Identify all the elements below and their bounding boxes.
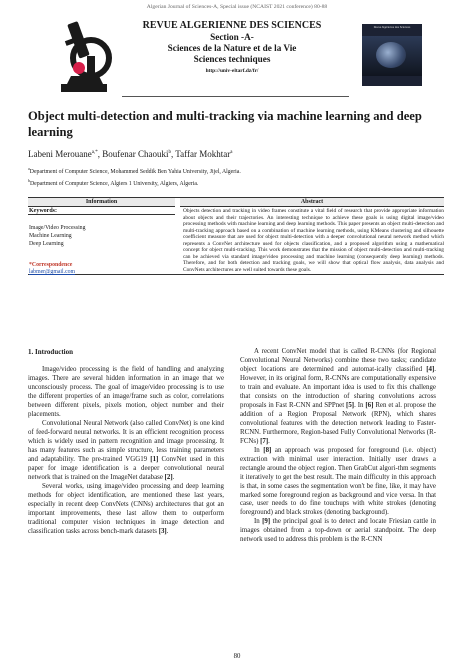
text-run: . [268, 437, 270, 445]
correspondence-label: *Correspondence [29, 262, 73, 268]
journal-subtitle-1: Sciences de la Nature et de la Vie [167, 43, 297, 54]
cover-art [376, 42, 406, 68]
keyword-item: Deep Learning [29, 240, 64, 247]
keywords-label: Keywords: [28, 207, 175, 215]
citation-link[interactable]: [7] [260, 437, 269, 445]
paragraph [240, 348, 436, 447]
cover-title: Revue Algérienne des Sciences [373, 26, 411, 29]
correspondence-block [29, 262, 75, 276]
text-run: Several works, using image/video processing and deep learning methods for object identification, are mentioned these last years, especially in recent deep ConvNets (CNNs) architectures that got an important improvements, these last allow them to outperform traditional computer vision techniques in image detection and classification tasks across bench-mark datasets [28, 482, 224, 535]
citation-link[interactable]: [8] [263, 446, 272, 454]
author-sup: b [168, 150, 171, 155]
journal-cover-image [362, 24, 422, 86]
text-run: A recent ConvNet model that is called R-CNNs (for Regional Convolutional Neural Networks) combine these two tasks; candidate object locations are determined and automat-ically classified [240, 348, 436, 373]
keyword-item: Image/Video Processing [29, 225, 86, 231]
paragraph [28, 420, 224, 483]
author-name: Labeni Merouane [28, 149, 92, 159]
body-column-left [28, 348, 224, 537]
section-heading: 1. Introduction [28, 348, 73, 356]
text-run: Convolutional Neural Network (also called ConvNet) is one kind of feed-forward neural networks. It is an efficient recognition process which is widely used in pattern recognition and image processing. It has many features such as simple structure, less training parameters and adaptability. The pre-trained VGG19 [28, 419, 224, 463]
text-run: . [172, 473, 175, 481]
journal-title: REVUE ALGERIENNE DES SCIENCES [142, 20, 322, 31]
author-sup: a [230, 150, 233, 155]
citation-link[interactable]: [5] [346, 401, 355, 409]
running-head: Algerian Journal of Sciences-A, Special issue (NCAIST 2021 conference) 80-88 [146, 4, 328, 10]
paper-title: Object multi-detection and multi-tracking via machine learning and deep learning [28, 109, 422, 140]
body-column-right [240, 348, 436, 545]
text-run: an approach was proposed for foreground (i.e. object) extraction with minimal user interaction. Initially user draws a rectangle around the object region. Then GrabCut algori-thm segments it iteratively to get the best result. The main difficulty in this approach is that, in some cases the segmentation won't be fine, like, it may have marked some foreground region as background and vice versa. In that case, user needs to do fine touchups with white strokes (denoting foreground) and black strokes (denoting background). [240, 446, 436, 517]
info-abstract-table [28, 197, 444, 275]
affiliation-text: Department of Computer Science, Algiers 1 University, Algiers, Algeria. [30, 180, 199, 187]
affiliation-text: Department of Computer Science, Mohammed Seddik Ben Yahia University, Jijel, Algeria. [29, 168, 241, 175]
paragraph [240, 447, 436, 519]
journal-header [55, 14, 417, 103]
citation-link[interactable]: [9] [262, 518, 271, 526]
affiliation-sup: b [28, 178, 30, 183]
affiliation-sup: a [28, 166, 30, 171]
keyword-list [29, 225, 85, 248]
text-run: In [254, 518, 263, 526]
paragraph [28, 483, 224, 537]
paragraph: Image/video processing is the field of handling and analyzing images. There are several hidden information in an image that we unconsciously process. The goal of image/video processing is to use the different properties of an image/frame such as color, correlations between different pixels, pixels motion, object number and their placements. [28, 366, 224, 418]
correspondence-email-link[interactable]: labmer@gmail.com [29, 269, 76, 276]
author-name: Taffar Mokhtar [175, 149, 231, 159]
citation-link[interactable]: [2] [164, 473, 173, 481]
citation-link[interactable]: [3] [158, 527, 167, 535]
citation-link[interactable]: [6] [365, 401, 374, 409]
header-divider [122, 96, 349, 97]
text-run: Ren et al. propose the addition of a Region Proposal Network (RPN), which shares convolutional features with the detection network leading to Faster-RCNN. Furthermore, Region-based Fully Convolutional Networks (R-FCNs) [240, 401, 436, 445]
paragraph [240, 518, 436, 545]
text-run: . [166, 527, 169, 535]
citation-link[interactable]: [4] [426, 365, 435, 373]
text-run: In [254, 446, 264, 454]
author-name: Boufenar Chaouki [102, 149, 169, 159]
affiliation [28, 166, 438, 175]
abstract-header: Abstract [180, 198, 444, 206]
text-run: . However, in its original form, R-CNNs are computationally expensive to train and evaluate. An important idea is used to fix this challenge that consists on the introduction of sharing convolutions across proposals in Fast R-CNN and SPPnet [240, 365, 436, 409]
text-run: . In [354, 401, 366, 409]
author-sup: a,* [91, 150, 98, 155]
journal-subtitle-2: Sciences techniques [193, 54, 271, 65]
abstract-text: Objects detection and tracking in video frames constitute a vital field of research that provide appropriate information about objects and their trajectories. An interesting technique to achieve these goals is using digital image/video processing methods with machine learning and deep learning methods. This paper presents an object multi-detection and multi-tracking approach based on a combination of machine learning methods, using KMeans clustering and silhouette coefficient measure that are used for object multi-detection with a deeper convolutional neural network method which represents a ConvNet architecture used for objects classification, and a proposed algorithm using a mathematical concept for object multi-tracking. This work demonstrates that the mission of object multi-detection and multi-tracking can be achieved via standard image/video processing and machine learning (consequently deep learning) methods. Therefore, and for both detection and tracking goals, we will show that optical flow analysis, data analysis and ConvNets architectures are well suited towards these goals. [183, 208, 444, 273]
table-rule [180, 206, 444, 207]
journal-url[interactable]: http://univ-eltarf.dz/fr/ [205, 68, 259, 75]
text-run: ConvNet used in this paper for image identification is a deeper convolutional neural network that is trained on the ImageNet database [28, 455, 224, 481]
information-header: Information [28, 198, 175, 206]
keyword-item: Machine Learning [29, 232, 72, 239]
citation-link[interactable]: [1] [150, 455, 159, 463]
page-number: 80 [233, 653, 241, 660]
microscope-logo-icon [55, 18, 113, 96]
affiliation [28, 178, 438, 187]
journal-section: Section -A- [210, 32, 254, 42]
text-run: the principal goal is to detect and locate Friesian cattle in images obtained from a top-down or aerial standpoint. The deep network used to address this problem is the R-CNN [240, 518, 436, 544]
author-list: Labeni Merouane$^{a,*}$, Boufenar Chaouki$^b$, Taffar Mokhtar$^a$ [28, 149, 233, 159]
